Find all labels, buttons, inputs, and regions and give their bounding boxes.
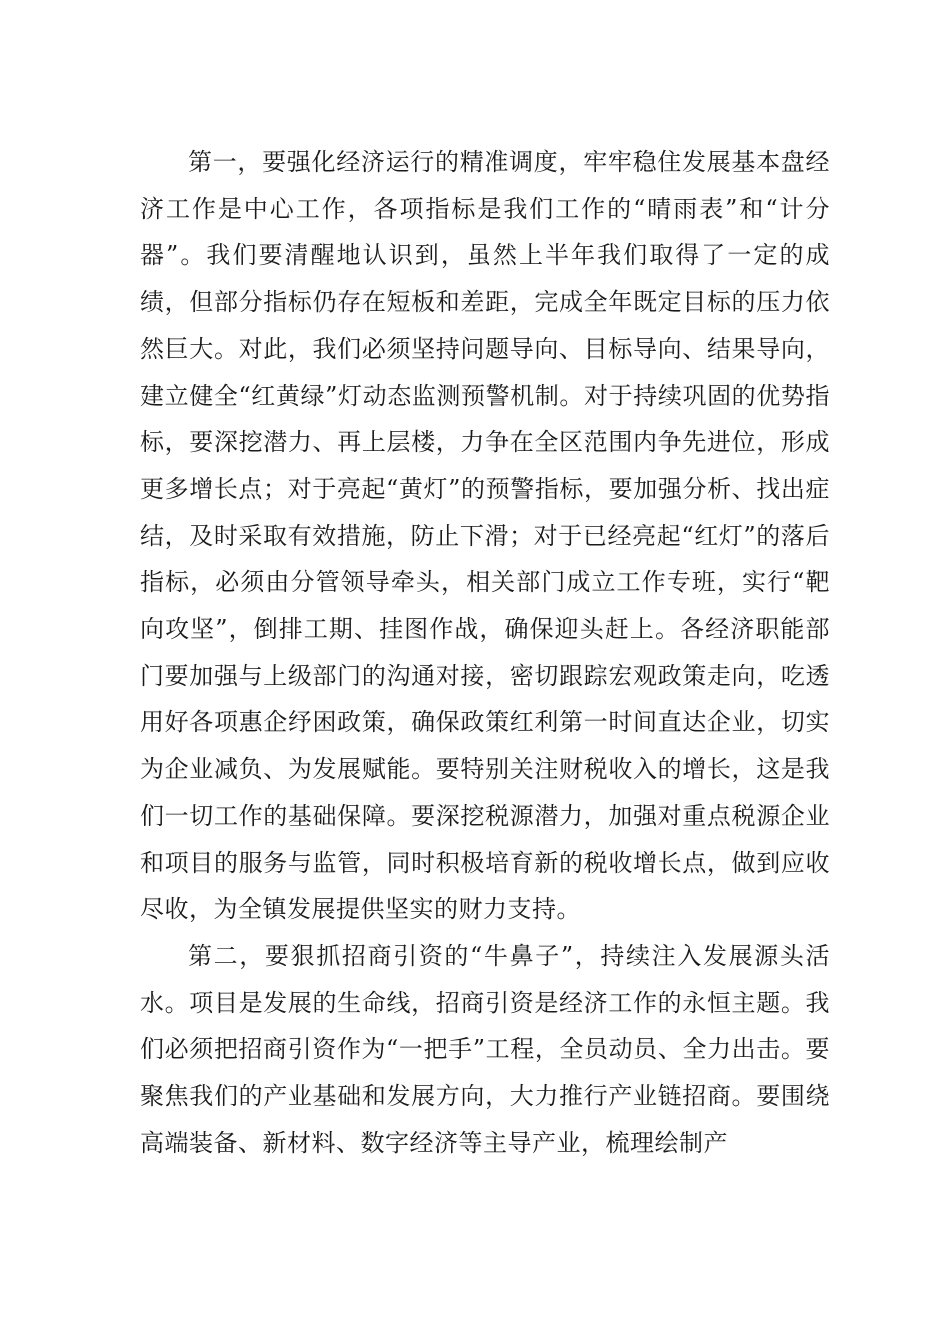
paragraph-investment-promotion: 第二，要狠抓招商引资的“牛鼻子”，持续注入发展源头活水。项目是发展的生命线，招商引资是经济工作的永恒主题。我们必须把招商引资作为“一把手”工程，全员动员、全力出击。要聚焦我们的产业基础和发展方向，大力推行产业链招商。要围绕高端装备、新材料、数字经济等主导产业，梳理绘制产: [140, 941, 830, 1157]
document-body: [140, 139, 830, 1166]
paragraph-economic-operation: 第一，要强化经济运行的精准调度，牢牢稳住发展基本盘经济工作是中心工作，各项指标是我们工作的“晴雨表”和“计分器”。我们要清醒地认识到，虽然上半年我们取得了一定的成绩，但部分指标仍存在短板和差距，完成全年既定目标的压力依然巨大。对此，我们必须坚持问题导向、目标导向、结果导向，建立健全“红黄绿”灯动态监测预警机制。对于持续巩固的优势指标，要深挖潜力、再上层楼，力争在全区范围内争先进位，形成更多增长点；对于亮起“黄灯”的预警指标，要加强分析、找出症结，及时采取有效措施，防止下滑；对于已经亮起“红灯”的落后指标，必须由分管领导牵头，相关部门成立工作专班，实行“靶向攻坚”，倒排工期、挂图作战，确保迎头赶上。各经济职能部门要加强与上级部门的沟通对接，密切跟踪宏观政策走向，吃透用好各项惠企纾困政策，确保政策红利第一时间直达企业，切实为企业减负、为发展赋能。要特别关注财税收入的增长，这是我们一切工作的基础保障。要深挖税源潜力，加强对重点税源企业和项目的服务与监管，同时积极培育新的税收增长点，做到应收尽收，为全镇发展提供坚实的财力支持。: [140, 148, 830, 924]
